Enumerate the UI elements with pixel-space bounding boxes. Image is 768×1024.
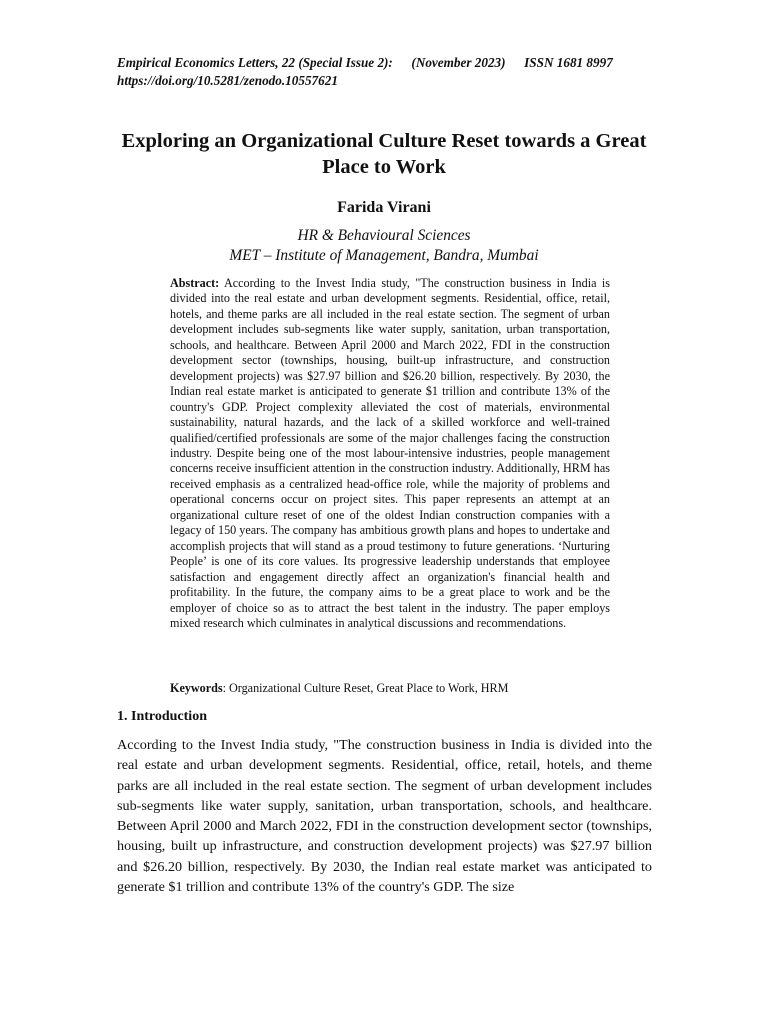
abstract	[170, 276, 610, 631]
journal-issn: ISSN 1681 8997	[524, 55, 613, 70]
paper-title: Exploring an Organizational Culture Reset towards a Great Place to Work	[121, 130, 647, 178]
author-name: Farida Virani	[337, 199, 431, 216]
journal-header	[117, 54, 657, 90]
keywords	[170, 680, 610, 696]
journal-doi-link[interactable]: https://doi.org/10.5281/zenodo.10557621	[117, 73, 338, 88]
journal-date: (November 2023)	[411, 55, 506, 70]
author-affiliation	[117, 226, 651, 265]
introduction-paragraph: According to the Invest India study, "The construction business in India is divided into the real estate and urban development segments. Residential, office, retail, hotels, and theme parks are all included in the real estate section. The segment of urban development includes sub-segments like water supply, sanitation, urban transportation, schools, and healthcare. Between April 2000 and March 2022, FDI in the construction development sector (townships, housing, built up infrastructure, and construction development projects) was $27.97 billion and $26.20 billion, respectively. By 2030, the Indian real estate market was anticipated to generate $1 trillion and contribute 13% of the country's GDP. The size	[117, 737, 652, 896]
keywords-text: : Organizational Culture Reset, Great Place to Work, HRM	[222, 681, 509, 695]
abstract-label: Abstract:	[170, 276, 220, 290]
journal-citation-line	[117, 54, 657, 72]
affiliation-department: HR & Behavioural Sciences	[297, 227, 471, 244]
keywords-label: Keywords	[170, 681, 223, 695]
affiliation-institute: MET – Institute of Management, Bandra, Mumbai	[229, 246, 539, 264]
section-heading-introduction: 1. Introduction	[117, 709, 207, 724]
journal-name: Empirical Economics Letters, 22 (Special Issue 2):	[117, 55, 393, 70]
abstract-text: According to the Invest India study, "The construction business in India is divided into the real estate and urban development segments. Residential, office, retail, hotels, and theme parks are all included in the real estate section. The segment of urban development includes sub-segments like water supply, sanitation, urban transportation, schools, and healthcare. Between April 2000 and March 2022, FDI in the construction development sector (townships, housing, built-up infrastructure, and construction development projects) was $27.97 billion and $26.20 billion, respectively. By 2030, the Indian real estate market is anticipated to generate $1 trillion and contribute 13% of the country's GDP. Project complexity alleviated the cost of materials, environmental sustainability, natural hazards, and the lack of a skilled workforce and well-trained qualified/certified professionals are some of the major challenges facing the construction industry. Despite being one of the most labour-intensive industries, people management concerns receive insufficient attention in the construction industry. Additionally, HRM has received emphasis as a centralized head-office role, while the majority of problems and operational concerns occur on project sites. This paper represents an attempt at an organizational culture reset of one of the oldest Indian construction companies with a legacy of 150 years. The company has ambitious growth plans and hopes to undertake and accomplish projects that will stand as a proud testimony to future generations. ‘Nurturing People’ is one of its core values. Its progressive leadership understands that employee satisfaction and engagement directly affect an organization's financial health and profitability. In the future, the company aims to be a great place to work and be the employer of choice so as to attract the best talent in the industry. The paper employs mixed research which culminates in analytical discussions and recommendations.	[170, 276, 610, 630]
